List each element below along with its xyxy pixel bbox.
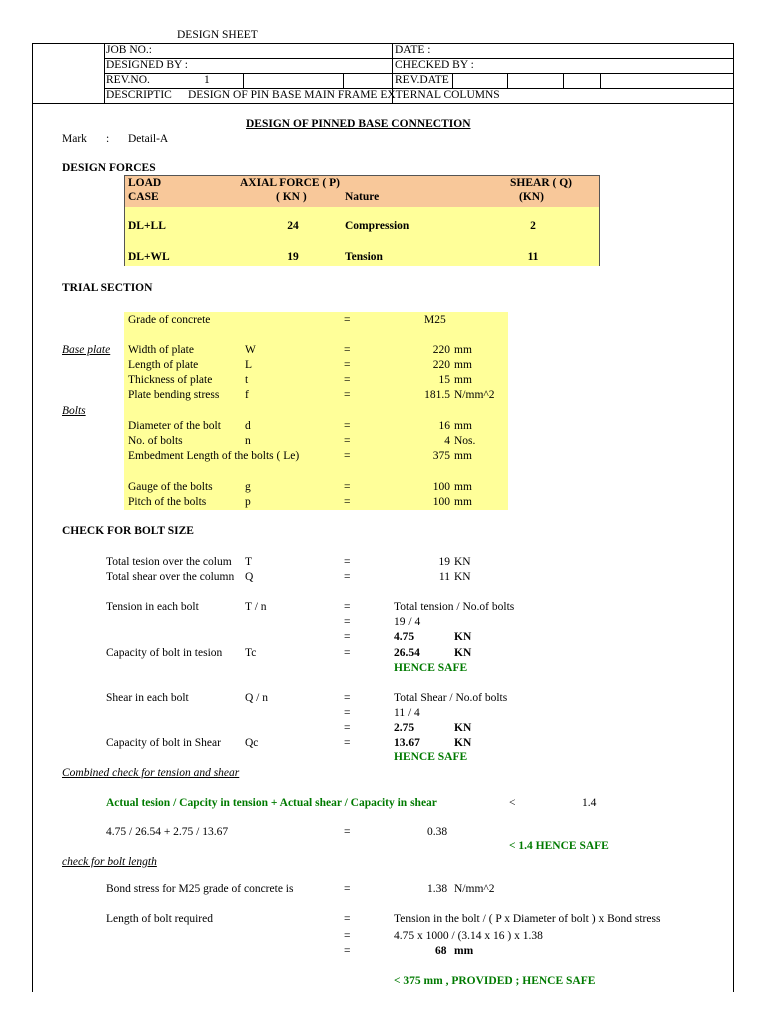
total-shear-unit: KN xyxy=(454,571,471,583)
check-bolt-title: CHECK FOR BOLT SIZE xyxy=(62,525,194,537)
total-tension-label: Total tesion over the colum xyxy=(106,556,232,568)
trial-title: TRIAL SECTION xyxy=(62,282,153,294)
tension-each-eq3: = xyxy=(344,631,351,643)
len-sub: 4.75 x 1000 / (3.14 x 16 ) x 1.38 xyxy=(394,930,543,942)
tension-each-eq1: = xyxy=(344,601,351,613)
len-result: 68 xyxy=(435,945,447,957)
description-label: DESCRIPTIC xyxy=(106,89,172,101)
tension-each-sym: T / n xyxy=(245,601,267,613)
cap-shear-eq: = xyxy=(344,737,351,749)
len-status: < 375 mm , PROVIDED ; HENCE SAFE xyxy=(394,975,596,987)
bond-unit: N/mm^2 xyxy=(454,883,495,895)
gauge-label: Gauge of the bolts xyxy=(128,481,213,493)
len-formula: Tension in the bolt / ( P x Diameter of bolt ) x Bond stress xyxy=(394,913,661,925)
row2-axial: 19 xyxy=(287,251,299,263)
bolt-count-unit: Nos. xyxy=(454,435,476,447)
tension-each-sub: 19 / 4 xyxy=(394,616,421,628)
rev-no-value: 1 xyxy=(204,74,210,86)
cap-tension-status: HENCE SAFE xyxy=(394,662,468,674)
pitch-label: Pitch of the bolts xyxy=(128,496,207,508)
total-tension-unit: KN xyxy=(454,556,471,568)
bolt-length-title: check for bolt length xyxy=(62,856,157,868)
row2-shear: 11 xyxy=(527,251,539,263)
cap-shear-label: Capacity of bolt in Shear xyxy=(106,737,221,749)
plate-length-eq: = xyxy=(344,359,351,371)
col-shear: SHEAR ( Q) xyxy=(510,177,572,189)
col-axial-unit: ( KN ) xyxy=(276,191,307,203)
tension-each-label: Tension in each bolt xyxy=(106,601,199,613)
shear-each-result: 2.75 xyxy=(394,722,415,734)
col-axial: AXIAL FORCE ( P) xyxy=(240,177,340,189)
row1-nature: Compression xyxy=(345,220,410,232)
sheet-title: DESIGN SHEET xyxy=(177,29,258,41)
mark-value: Detail-A xyxy=(128,133,169,145)
plate-thickness-unit: mm xyxy=(454,374,472,386)
tension-each-unit: KN xyxy=(454,631,472,643)
cap-tension-unit: KN xyxy=(454,647,472,659)
plate-length-label: Length of plate xyxy=(128,359,199,371)
plate-length-unit: mm xyxy=(454,359,472,371)
shear-each-unit: KN xyxy=(454,722,472,734)
cap-tension-sym: Tc xyxy=(245,647,257,659)
date-label: DATE : xyxy=(395,44,431,56)
concrete-label: Grade of concrete xyxy=(128,314,211,326)
gauge-eq: = xyxy=(344,481,351,493)
combined-result: 0.38 xyxy=(427,826,448,838)
combined-limit: 1.4 xyxy=(582,797,597,809)
bolt-count-sym: n xyxy=(245,435,251,447)
cap-tension-value: 26.54 xyxy=(394,647,420,659)
bolt-diameter-label: Diameter of the bolt xyxy=(128,420,221,432)
bolt-diameter-sym: d xyxy=(245,420,251,432)
len-eq3: = xyxy=(344,945,351,957)
len-result-unit: mm xyxy=(454,945,474,957)
total-shear-value: 11 xyxy=(438,571,450,583)
plate-thickness-sym: t xyxy=(245,374,249,386)
bolt-count-value: 4 xyxy=(444,435,450,447)
job-no-label: JOB NO.: xyxy=(106,44,153,56)
bolt-count-eq: = xyxy=(344,435,351,447)
base-plate-label: Base plate xyxy=(62,344,111,356)
design-forces-title: DESIGN FORCES xyxy=(62,162,156,174)
plate-width-eq: = xyxy=(344,344,351,356)
mark-label: Mark xyxy=(62,133,87,145)
gauge-sym: g xyxy=(245,481,251,493)
shear-each-eq2: = xyxy=(344,707,351,719)
row1-shear: 2 xyxy=(530,220,536,232)
col-case: CASE xyxy=(128,191,159,203)
row2-case: DL+WL xyxy=(128,251,170,263)
plate-thickness-eq: = xyxy=(344,374,351,386)
combined-calc: 4.75 / 26.54 + 2.75 / 13.67 xyxy=(106,826,229,838)
pitch-value: 100 xyxy=(432,496,450,508)
col-shear-unit: (KN) xyxy=(519,191,544,203)
gauge-value: 100 xyxy=(432,481,450,493)
col-load: LOAD xyxy=(128,177,162,189)
bolt-embed-label: Embedment Length of the bolts ( Le) xyxy=(128,450,300,462)
description-value: DESIGN OF PIN BASE MAIN FRAME EXTERNAL COLUMNS xyxy=(188,89,500,101)
pitch-sym: p xyxy=(245,496,251,508)
row2-nature: Tension xyxy=(345,251,383,263)
tension-each-eq2: = xyxy=(344,616,351,628)
shear-each-eq1: = xyxy=(344,692,351,704)
tension-each-result: 4.75 xyxy=(394,631,415,643)
plate-width-sym: W xyxy=(245,344,256,356)
total-tension-sym: T xyxy=(245,556,253,568)
designed-by-label: DESIGNED BY : xyxy=(106,59,188,71)
concrete-eq: = xyxy=(344,314,351,326)
tension-each-formula: Total tension / No.of bolts xyxy=(394,601,515,613)
bolt-embed-unit: mm xyxy=(454,450,472,462)
total-tension-eq: = xyxy=(344,556,351,568)
plate-width-value: 220 xyxy=(432,344,450,356)
total-shear-sym: Q xyxy=(245,571,254,583)
total-shear-eq: = xyxy=(344,571,351,583)
total-tension-value: 19 xyxy=(438,556,450,568)
checked-by-label: CHECKED BY : xyxy=(395,59,474,71)
rev-date-label: REV.DATE xyxy=(395,74,449,86)
combined-title: Combined check for tension and shear xyxy=(62,767,240,779)
cap-shear-value: 13.67 xyxy=(394,737,420,749)
cap-shear-unit: KN xyxy=(454,737,472,749)
bond-value: 1.38 xyxy=(427,883,448,895)
cap-shear-status: HENCE SAFE xyxy=(394,751,468,763)
plate-length-value: 220 xyxy=(432,359,450,371)
combined-status: < 1.4 HENCE SAFE xyxy=(509,840,609,852)
combined-lt: < xyxy=(509,797,516,809)
bolt-embed-value: 375 xyxy=(432,450,450,462)
col-nature: Nature xyxy=(345,191,380,203)
shear-each-formula: Total Shear / No.of bolts xyxy=(394,692,508,704)
mark-sep: : xyxy=(106,133,110,145)
bolts-label: Bolts xyxy=(62,405,86,417)
section-heading: DESIGN OF PINNED BASE CONNECTION xyxy=(246,118,471,130)
plate-thickness-label: Thickness of plate xyxy=(128,374,213,386)
bolt-embed-eq: = xyxy=(344,450,351,462)
cap-tension-label: Capacity of bolt in tesion xyxy=(106,647,223,659)
plate-stress-value: 181.5 xyxy=(424,389,450,401)
row1-case: DL+LL xyxy=(128,220,166,232)
bond-label: Bond stress for M25 grade of concrete is xyxy=(106,883,294,895)
plate-stress-eq: = xyxy=(344,389,351,401)
pitch-unit: mm xyxy=(454,496,472,508)
plate-thickness-value: 15 xyxy=(438,374,450,386)
plate-stress-sym: f xyxy=(245,389,249,401)
shear-each-sym: Q / n xyxy=(245,692,268,704)
pitch-eq: = xyxy=(344,496,351,508)
bolt-diameter-value: 16 xyxy=(438,420,450,432)
plate-length-sym: L xyxy=(245,359,253,371)
plate-width-label: Width of plate xyxy=(128,344,194,356)
shear-each-eq3: = xyxy=(344,722,351,734)
shear-each-sub: 11 / 4 xyxy=(394,707,420,719)
row1-axial: 24 xyxy=(287,220,299,232)
shear-each-label: Shear in each bolt xyxy=(106,692,189,704)
concrete-value: M25 xyxy=(424,314,446,326)
cap-shear-sym: Qc xyxy=(245,737,259,749)
len-label: Length of bolt required xyxy=(106,913,213,925)
rev-no-label: REV.NO. xyxy=(106,74,150,86)
total-shear-label: Total shear over the column xyxy=(106,571,235,583)
plate-stress-label: Plate bending stress xyxy=(128,389,220,401)
cap-tension-eq: = xyxy=(344,647,351,659)
bolt-count-label: No. of bolts xyxy=(128,435,183,447)
plate-width-unit: mm xyxy=(454,344,472,356)
len-eq2: = xyxy=(344,930,351,942)
bolt-diameter-unit: mm xyxy=(454,420,472,432)
combined-eq: = xyxy=(344,826,351,838)
gauge-unit: mm xyxy=(454,481,472,493)
plate-stress-unit: N/mm^2 xyxy=(454,389,495,401)
combined-expr: Actual tesion / Capcity in tension + Actual shear / Capacity in shear xyxy=(106,797,437,809)
bolt-diameter-eq: = xyxy=(344,420,351,432)
len-eq1: = xyxy=(344,913,351,925)
bond-eq: = xyxy=(344,883,351,895)
